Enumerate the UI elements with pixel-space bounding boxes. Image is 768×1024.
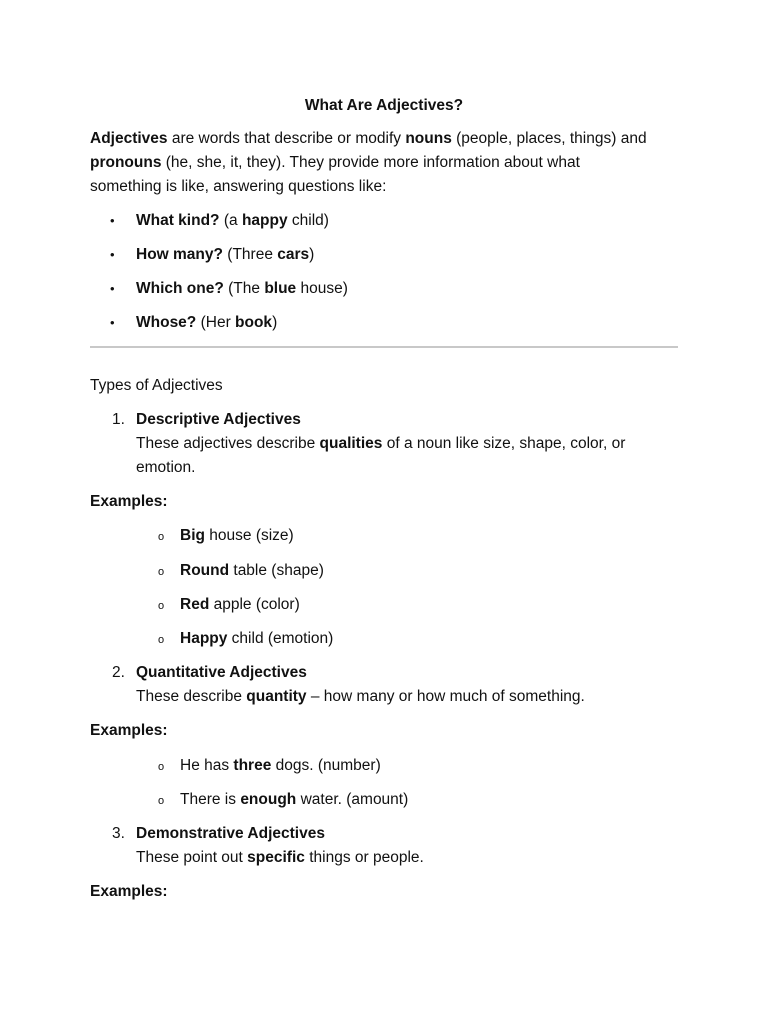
- question-example-word: happy: [241, 212, 288, 229]
- question-text: house): [296, 280, 348, 297]
- question-example-word: book: [235, 314, 273, 331]
- example-text: apple (color): [209, 596, 300, 613]
- horizontal-divider: [90, 346, 678, 348]
- example-keyword: Red: [180, 596, 210, 613]
- examples-label: Examples:: [90, 722, 168, 739]
- intro-line-2: [90, 151, 580, 175]
- question-text: child): [287, 212, 329, 229]
- example-keyword: Round: [180, 562, 230, 579]
- description-text: things or people.: [304, 849, 424, 866]
- bullet-icon: •: [110, 247, 115, 262]
- circle-bullet-icon: o: [158, 600, 165, 612]
- type-description: [136, 685, 585, 709]
- example-text: He has: [180, 757, 234, 774]
- page-title: What Are Adjectives?: [304, 97, 464, 114]
- description-keyword: qualities: [319, 435, 383, 452]
- question-label: What kind?: [136, 212, 220, 229]
- intro-line-3: something is like, answering questions like:: [90, 178, 387, 195]
- intro-text: (he, she, it, they). They provide more information about what: [161, 154, 580, 171]
- type-name: Quantitative Adjectives: [136, 664, 307, 681]
- type-name: Descriptive Adjectives: [136, 411, 301, 428]
- example-keyword: enough: [240, 791, 297, 808]
- circle-bullet-icon: o: [158, 795, 165, 807]
- type-name: Demonstrative Adjectives: [136, 825, 325, 842]
- list-number: 1.: [112, 411, 125, 428]
- question-text: ): [272, 314, 278, 331]
- description-keyword: quantity: [246, 688, 307, 705]
- description-text: These adjectives describe: [136, 435, 320, 452]
- question-label: Whose?: [136, 314, 197, 331]
- description-text: These describe: [136, 688, 247, 705]
- description-text: These point out: [136, 849, 248, 866]
- bullet-icon: •: [110, 281, 115, 296]
- intro-line-1: [90, 127, 647, 151]
- question-text: (Her: [196, 314, 236, 331]
- examples-label: Examples:: [90, 493, 168, 510]
- bullet-icon: •: [110, 315, 115, 330]
- circle-bullet-icon: o: [158, 634, 165, 646]
- question-label: How many?: [136, 246, 223, 263]
- term-pronouns: pronouns: [90, 154, 162, 171]
- term-adjectives: Adjectives: [90, 130, 168, 147]
- example-text: There is: [180, 791, 241, 808]
- description-text: of a noun like size, shape, color, or: [382, 435, 626, 452]
- circle-bullet-icon: o: [158, 566, 165, 578]
- question-text: ): [309, 246, 315, 263]
- question-example-word: cars: [277, 246, 310, 263]
- example-text: child (emotion): [227, 630, 334, 647]
- question-text: (a: [219, 212, 242, 229]
- example-text: dogs. (number): [271, 757, 381, 774]
- section-heading: Types of Adjectives: [90, 377, 223, 394]
- example-text: water. (amount): [296, 791, 409, 808]
- intro-text: are words that describe or modify: [167, 130, 406, 147]
- bullet-icon: •: [110, 213, 115, 228]
- circle-bullet-icon: o: [158, 531, 165, 543]
- list-number: 2.: [112, 664, 125, 681]
- description-text: – how many or how much of something.: [306, 688, 585, 705]
- question-example-word: blue: [264, 280, 297, 297]
- question-text: (The: [223, 280, 265, 297]
- list-number: 3.: [112, 825, 125, 842]
- example-keyword: Big: [180, 527, 205, 544]
- circle-bullet-icon: o: [158, 761, 165, 773]
- question-text: (Three: [222, 246, 278, 263]
- question-label: Which one?: [136, 280, 224, 297]
- description-keyword: specific: [247, 849, 305, 866]
- example-keyword: Happy: [180, 630, 228, 647]
- examples-label: Examples:: [90, 883, 168, 900]
- term-nouns: nouns: [405, 130, 452, 147]
- type-description: emotion.: [136, 459, 196, 476]
- example-text: house (size): [204, 527, 294, 544]
- example-keyword: three: [233, 757, 272, 774]
- type-description: [136, 432, 625, 456]
- example-text: table (shape): [229, 562, 324, 579]
- type-description: [136, 846, 424, 870]
- intro-text: (people, places, things) and: [451, 130, 647, 147]
